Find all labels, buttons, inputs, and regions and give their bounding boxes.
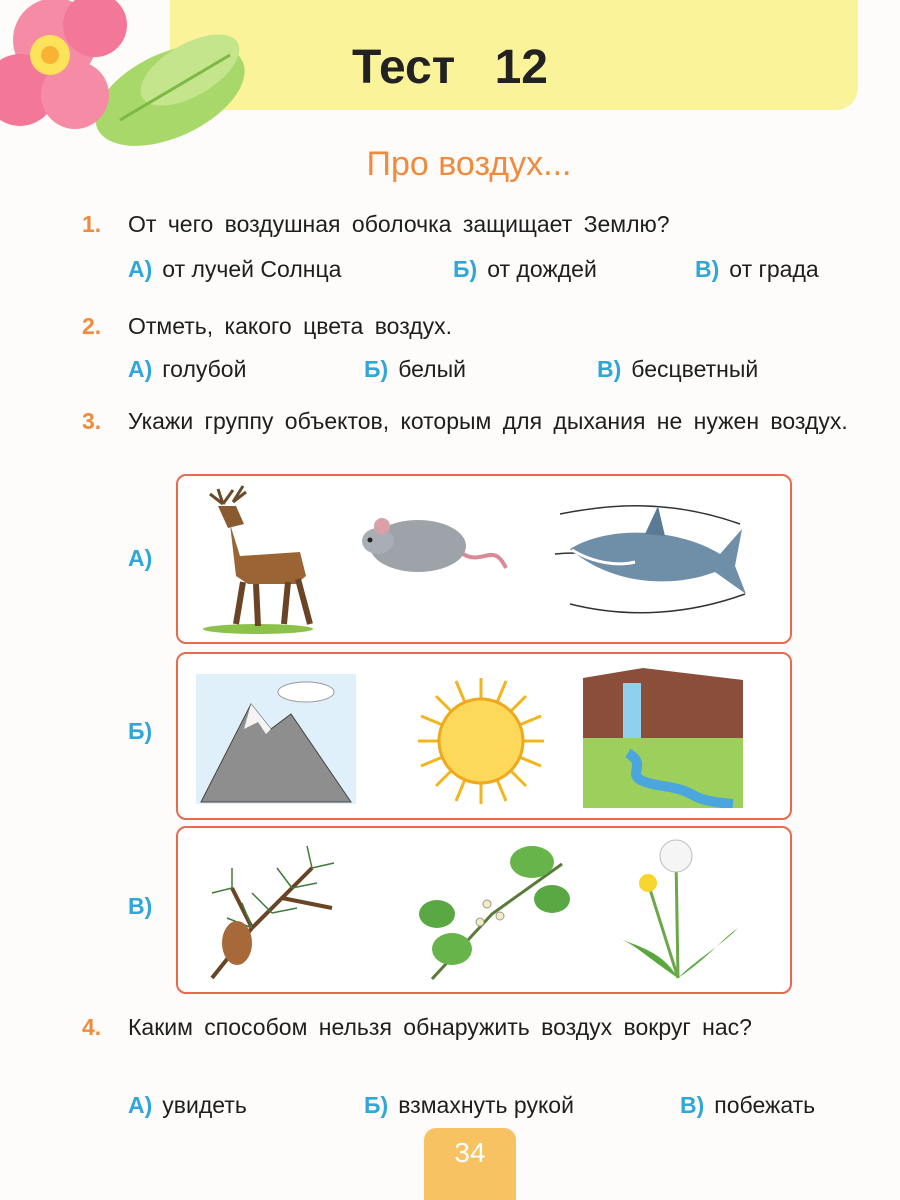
q3-group-a-option[interactable] bbox=[176, 474, 792, 644]
test-subtitle: Про воздух... bbox=[366, 145, 572, 183]
q1-option-c[interactable]: В) от града bbox=[695, 256, 819, 282]
question-1-text: От чего воздушная оболочка защищает Землю? bbox=[128, 211, 670, 237]
question-3-text: Укажи группу объектов, которым для дыхания не нужен воздух. bbox=[128, 408, 848, 434]
q3-group-c-option[interactable] bbox=[176, 826, 792, 994]
page-number: 34 bbox=[424, 1128, 516, 1200]
question-2-text: Отметь, какого цвета воздух. bbox=[128, 313, 453, 339]
q4-option-c[interactable]: В) побежать bbox=[680, 1092, 816, 1118]
linden-branch-icon bbox=[412, 834, 572, 984]
q1-option-a[interactable]: А) от лучей Солнца bbox=[128, 256, 342, 282]
rat-icon bbox=[358, 506, 508, 586]
question-4-number: 4. bbox=[82, 1014, 102, 1040]
test-title: Тест 12 bbox=[352, 41, 548, 94]
q3-group-b-option[interactable] bbox=[176, 652, 792, 820]
question-1-number: 1. bbox=[82, 211, 102, 237]
q2-option-b[interactable]: Б) белый bbox=[364, 356, 466, 382]
q4-option-b[interactable]: Б) взмахнуть рукой bbox=[364, 1092, 574, 1118]
question-2-number: 2. bbox=[82, 313, 102, 339]
mountain-icon bbox=[196, 674, 356, 804]
dandelion-icon bbox=[608, 838, 748, 983]
waterfall-icon bbox=[583, 668, 743, 808]
q3-group-b-label: Б) bbox=[128, 718, 153, 744]
q4-option-a[interactable]: А) увидеть bbox=[128, 1092, 247, 1118]
pine-branch-icon bbox=[192, 838, 342, 983]
q1-option-b[interactable]: Б) от дождей bbox=[453, 256, 597, 282]
q3-group-a-label: А) bbox=[128, 545, 153, 571]
question-4-text: Каким способом нельзя обнаружить воздух вокруг нас? bbox=[128, 1014, 752, 1040]
shark-icon bbox=[550, 494, 750, 624]
question-3-number: 3. bbox=[82, 408, 102, 434]
q2-option-c[interactable]: В) бесцветный bbox=[597, 356, 759, 382]
q2-option-a[interactable]: А) голубой bbox=[128, 356, 247, 382]
sun-icon bbox=[416, 676, 546, 806]
q3-group-c-label: В) bbox=[128, 893, 153, 919]
deer-icon bbox=[188, 484, 328, 634]
